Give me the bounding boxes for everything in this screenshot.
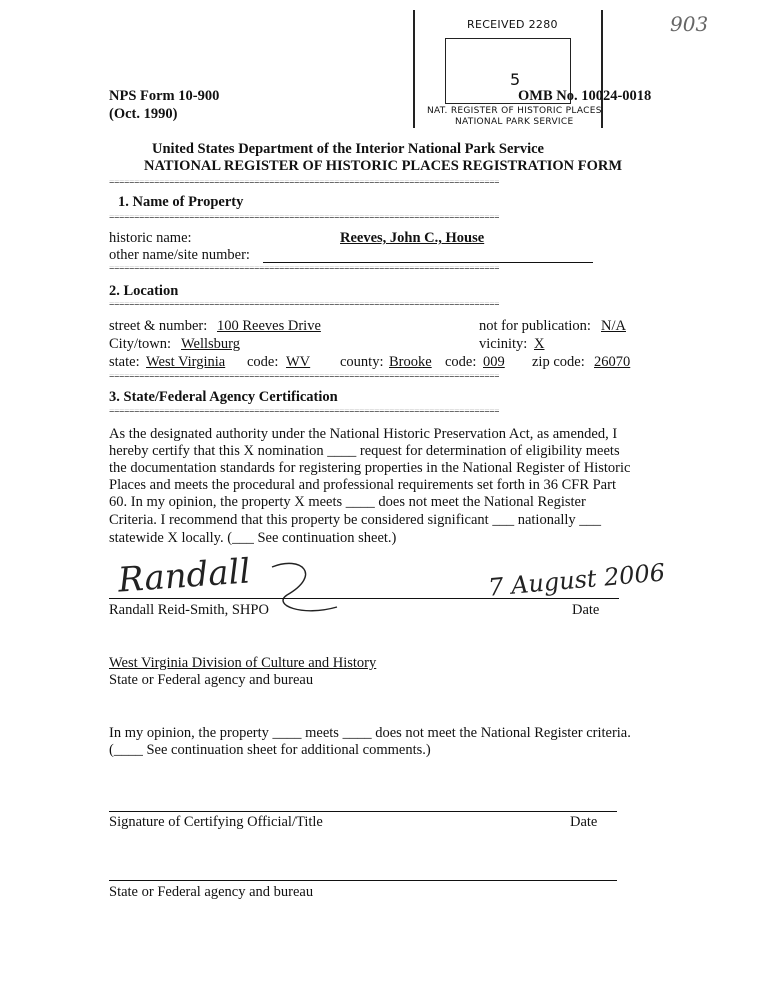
agency-label: State or Federal agency and bureau [109,672,314,688]
certifying-official-label: Signature of Certifying Official/Title [109,814,323,830]
state-code-label: code: [247,354,279,370]
zip-label: zip code: [532,354,585,370]
state-value: West Virginia [146,354,226,370]
stamp-agency-line2: NATIONAL PARK SERVICE [455,117,574,127]
handwritten-signature: Randall [116,551,252,601]
county-value: Brooke [389,354,432,370]
stamp-received: RECEIVED 2280 [467,18,558,31]
state-code-value: WV [286,354,311,370]
cert-para-line-4: Places and meets the procedural and professional requirements set forth in 36 CFR Part [109,477,616,493]
county-label: county: [340,354,384,370]
cert-para-line-1: As the designated authority under the National Historic Preservation Act, as amended, I [109,426,618,442]
county-code-value: 009 [483,354,505,370]
historic-name-value: Reeves, John C., House [340,230,485,246]
divider-4: ============================================================================== [109,302,500,309]
divider-3: ============================================================================== [109,266,500,273]
historic-name-label: historic name: [109,230,192,246]
certifying-signature-line [109,811,617,812]
form-title: NATIONAL REGISTER OF HISTORIC PLACES REGISTRATION FORM [144,158,623,174]
nfp-label: not for publication: [479,318,591,334]
form-id: NPS Form 10-900 [109,88,220,104]
other-name-blank [263,262,593,263]
vicinity-value: X [534,336,545,352]
opinion-line-2: (____ See continuation sheet for additional comments.) [109,742,431,758]
divider-6: ============================================================================== [109,409,500,416]
omb-number: OMB No. 10024-0018 [518,88,652,104]
section-1-heading: 1. Name of Property [118,194,244,210]
stamp-number: 5 [510,70,521,89]
street-label: street & number: [109,318,208,334]
received-stamp [413,10,603,128]
corner-note: 903 [670,12,709,36]
other-name-label: other name/site number: [109,247,250,263]
street-value: 100 Reeves Drive [217,318,321,334]
signature-date-label: Date [572,602,600,618]
form-date: (Oct. 1990) [109,106,178,122]
signature-flourish [262,555,342,625]
cert-para-line-6: Criteria. I recommend that this property be considered significant ___ nationally ___ [109,512,602,528]
cert-para-line-5: 60. In my opinion, the property X meets ____ does not meet the National Register [109,494,586,510]
agency-signature-line [109,880,617,881]
city-value: Wellsburg [181,336,240,352]
agency-name: West Virginia Division of Culture and History [109,655,377,671]
zip-value: 26070 [594,354,631,370]
state-label: state: [109,354,140,370]
vicinity-label: vicinity: [479,336,528,352]
section-2-heading: 2. Location [109,283,179,299]
city-label: City/town: [109,336,172,352]
county-code-label: code: [445,354,477,370]
cert-para-line-2: hereby certify that this X nomination ____ request for determination of eligibility meets [109,443,620,459]
divider-2: ============================================================================== [109,215,500,222]
cert-para-line-3: the documentation standards for registering properties in the National Register of Historic [109,460,631,476]
signer-name: Randall Reid-Smith, SHPO [109,602,269,618]
signature-line [109,598,619,599]
section-3-heading: 3. State/Federal Agency Certification [109,389,338,405]
agency-label-2: State or Federal agency and bureau [109,884,314,900]
opinion-line-1: In my opinion, the property ____ meets ____ does not meet the National Register criteria. [109,725,631,741]
cert-para-line-7: statewide X locally. (___ See continuation sheet.) [109,530,397,546]
divider-5: ============================================================================== [109,374,500,381]
stamp-agency-line1: NAT. REGISTER OF HISTORIC PLACES [427,106,602,116]
divider-1: ============================================================================== [109,180,500,187]
certifying-date-label: Date [570,814,598,830]
dept-line: United States Department of the Interior National Park Service [152,141,544,157]
nfp-value: N/A [601,318,626,334]
handwritten-date: 7 August 2006 [487,558,667,602]
